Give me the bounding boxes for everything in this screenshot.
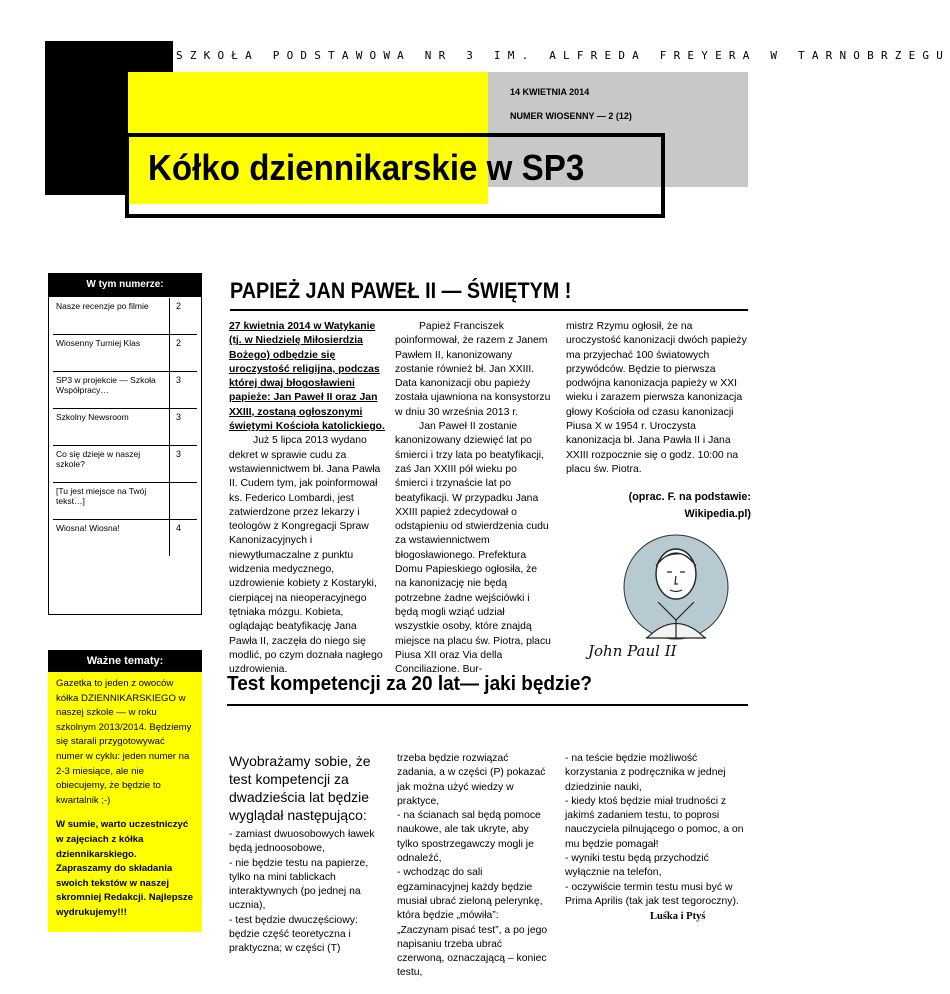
test-item: - wyniki testu będą przychodzić wyłącznie na telefon, <box>565 853 709 879</box>
topics-heading: Ważne tematy: <box>48 650 202 672</box>
toc-page: 4 <box>170 520 198 557</box>
test-item: - nie będzie testu na papierze, tylko na mini tablickach interaktywnych (po jednej na ucznia), <box>229 857 369 912</box>
toc-page: 2 <box>170 298 198 335</box>
toc-page <box>170 483 198 520</box>
toc-table <box>53 298 197 556</box>
test-item: - oczywiście termin testu musi być w Prima Aprilis (tak jak test tegoroczny). <box>565 881 739 907</box>
toc-title: Szkolny Newsroom <box>53 409 170 446</box>
topics-box <box>48 672 202 932</box>
divider <box>230 309 748 311</box>
pope-lead: 27 kwietnia 2014 w Watykanie (tj. w Niedzielę Miłosierdzia Bożego) odbędzie się uroczystość religijna, podczas której dwaj błogosławieni papieże: Jan Paweł II oraz Jan XXIII, zostaną ogłoszonymi świętymi Kościoła katolickiego. <box>229 321 385 433</box>
pope-column-1 <box>229 320 385 677</box>
pope-paragraph: Papież Franciszek poinformował, że razem z Janem Pawłem II, kanonizowany zostanie również bł. Jan XXIII. Data kanonizacji obu papieży została ujawniona na konsystorzu w dniu 30 września 2013 r. <box>395 321 551 418</box>
issue-date: 14 KWIETNIA 2014 <box>510 87 590 97</box>
toc-row[interactable] <box>53 446 197 483</box>
toc-page: 3 <box>170 409 198 446</box>
topics-invitation: W sumie, warto uczestniczyć w zajęciach z kółka dziennikarskiego. Zapraszamy do składania swoich tekstów w naszej skromniej Redakcji. Najlepsze wydrukujemy!!! <box>56 819 194 918</box>
toc-row[interactable] <box>53 298 197 335</box>
toc-title: [Tu jest miejsce na Twój tekst…] <box>53 483 170 520</box>
test-item: - zamiast dwuosobowych ławek będą jednoosobowe, <box>229 829 375 855</box>
toc-row[interactable] <box>53 335 197 372</box>
test-column-2 <box>397 752 549 981</box>
test-column-3 <box>565 752 745 909</box>
toc-title: Wiosna! Wiosna! <box>53 520 170 557</box>
divider <box>227 704 748 706</box>
topics-paragraph: Gazetka to jeden z owoców kółka DZIENNIKARSKIEGO w naszej szkole — w roku szkolnym 2013/2014. Będziemy się starali przygotowywać numer w cyklu: jeden numer na 2-3 miesiące, ale nie obiecujemy, że będzie to kwartalnik ;-) <box>56 678 192 806</box>
test-signature: Luśka i Ptyś <box>650 911 706 922</box>
test-item: - kiedy ktoś będzie miał trudności z jakimś zadaniem testu, to poprosi nauczyciela pilnującego o pomoc, a on mu będzie pomagał! <box>565 795 744 850</box>
pope-column-3 <box>566 320 748 477</box>
toc-heading: W tym numerze: <box>48 273 202 297</box>
toc-title: Nasze recenzje po filmie <box>56 301 149 311</box>
pope-article-title: PAPIEŻ JAN PAWEŁ II — ŚWIĘTYM ! <box>230 278 572 303</box>
pope-column-2 <box>395 320 551 677</box>
toc-title: Wiosenny Turniej Klas <box>53 335 170 372</box>
toc-row[interactable] <box>53 483 197 520</box>
newsletter-title: Kółko dziennikarskie w SP3 <box>148 147 585 188</box>
toc-page: 3 <box>170 372 198 409</box>
toc-page: 3 <box>170 446 198 483</box>
issue-number: NUMER WIOSENNY — 2 (12) <box>510 111 632 121</box>
pope-source: (oprac. F. na podstawie: Wikipedia.pl) <box>628 491 751 520</box>
toc-row[interactable] <box>53 372 197 409</box>
test-article-title: Test kompetencji za 20 lat— jaki będzie? <box>227 673 592 695</box>
pope-paragraph: Już 5 lipca 2013 wydano dekret w sprawie cudu za wstawiennictwem bł. Jana Pawła II. Cudem tym, jak poinformował ks. Federico Lombardi, jest zatwierdzone przez lekarzy i teologów z Kongregacji Spraw Kanonizacyjnych i niewytłumaczalne z punktu widzenia medycznego, uzdrowienie kobiety z Kostaryki, cierpiącej na nieoperacyjnego tętniaka mózgu. Kobieta, oglądając beatyfikację Jana Pawła II, zaczęła do niego się modlić, po czym doznała nagłego uzdrowienia. <box>229 435 383 676</box>
toc-row[interactable] <box>53 520 197 557</box>
pope-paragraph: Jan Paweł II zostanie kanonizowany dziewięć lat po śmierci i trzy lata po beatyfikacji, zaś Jan XXIII pół wieku po śmierci i trzynaście lat po beatyfikacji. W przypadku Jana XXIII papież zdecydował o odstąpieniu od stwierdzenia cudu za wstawiennictwem błogosławionego. Prefektura Domu Papieskiego ogłosiła, że na kanonizację nie będą potrzebne żadne wejściówki i będą mogli wziąć udział wszystkie osoby, które znajdą miejsce na placu św. Piotra, placu Piusa XII oraz Via della Conciliazione. Bur- <box>395 421 551 676</box>
pope-paragraph: mistrz Rzymu ogłosił, że na uroczystość kanonizacji dwóch papieży ma przyjechać 100 światowych przywódców. Będzie to pierwsza podwójna kanonizacja papieży w XXI wieku i zarazem pierwsza kanonizacja głowy Kościoła od czasu kanonizacji Piusa X w 1954 r. Uroczysta kanonizacja bł. Jana Pawła II i Jana XXIII rozpocznie się o godz. 10:00 na placu św. Piotra. <box>566 321 747 475</box>
toc-title: SP3 w projekcie — Szkoła Współpracy… <box>53 372 170 409</box>
test-intro: Wyobrażamy sobie, że test kompetencji za dwadzieścia lat będzie wyglądał następująco: <box>229 753 371 823</box>
test-item: - na ścianach sal będą pomoce naukowe, ale tak ukryte, aby tylko spostrzegawczy mogli je odnaleźć, <box>397 810 541 865</box>
pope-signature: John Paul II <box>588 642 677 660</box>
test-item: - wchodząc do sali egzaminacyjnej każdy będzie musiał ubrać zieloną pelerynkę, która będzie „mówiła”: „Zaczynam pisać test”, a po jego napisaniu trzeba ubrać czerwoną, oznaczającą – koniec testu, <box>397 867 548 979</box>
school-name: SZKOŁA PODSTAWOWA NR 3 IM. ALFREDA FREYERA W TARNOBRZEGU <box>176 49 950 62</box>
toc-title: Co się dzieje w naszej szkole? <box>53 446 170 483</box>
test-item: - test będzie dwuczęściowy: będzie część teoretyczna i praktyczna; w części (T) <box>229 914 358 955</box>
pope-portrait-image <box>578 532 748 662</box>
toc-page: 2 <box>170 335 198 372</box>
test-column-1 <box>229 752 385 957</box>
test-item: trzeba będzie rozwiązać zadania, a w części (P) pokazać jak można użyć wiedzy w praktyce, <box>397 753 546 807</box>
toc-row[interactable] <box>53 409 197 446</box>
test-item: - na teście będzie możliwość korzystania z podręcznika w jednej dziedzinie nauki, <box>565 753 726 793</box>
